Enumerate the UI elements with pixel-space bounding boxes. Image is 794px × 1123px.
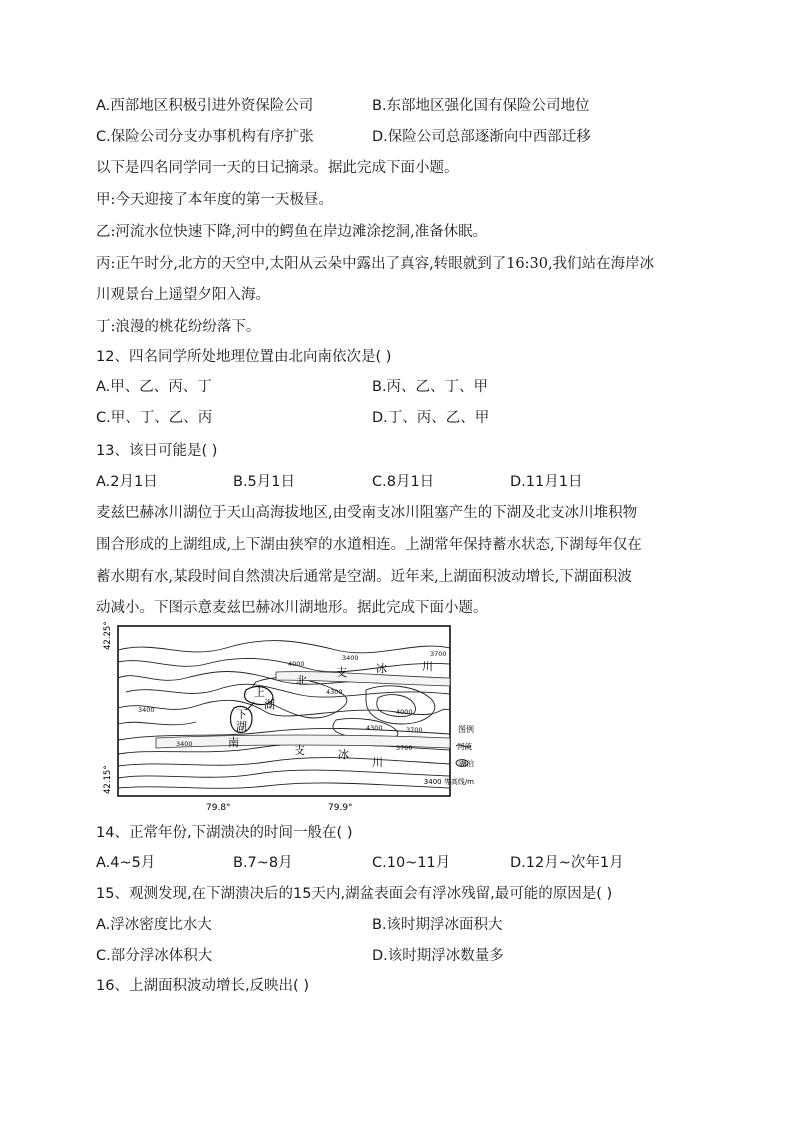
q12-stem: 12、四名同学所处地理位置由北向南依次是( ) [96,349,392,365]
diary-bing-line1: 丙:正午时分,北方的天空中,太阳从云朵中露出了真容,转眼就到了16:30,我们站在海岸冰 [96,256,655,272]
south-glacier-char-2: 支 [294,744,305,757]
north-glacier-char-4: 川 [422,660,433,673]
passage2-line1: 麦兹巴赫冰川湖位于天山高海拔地区,由受南支冰川阻塞产生的下湖及北支冰川堆积物 [96,505,638,521]
legend-title: 图例 [458,725,474,734]
q11-option-a: A.西部地区积极引进外资保险公司 [96,98,314,114]
lon-right-label: 79.9° [328,803,353,813]
q13-option-c: C.8月1日 [372,474,435,490]
diary-yi: 乙:河流水位快速下降,河中的鳄鱼在岸边滩涂挖洞,准备休眠。 [96,224,488,240]
diary-ding: 丁:浪漫的桃花纷纷落下。 [96,319,261,335]
contour-label: 3700 [430,650,447,658]
q12-option-a: A.甲、乙、丙、丁 [96,379,212,395]
q12-option-d: D.丁、丙、乙、甲 [372,410,490,426]
glacier-lake-topo-map [96,620,476,820]
north-glacier-char-2: 支 [336,666,347,679]
q13-option-a: A.2月1日 [96,474,158,490]
q14-option-c: C.10~11月 [372,855,451,871]
lon-left-label: 79.8° [206,803,231,813]
legend-river: 河流 [457,742,472,751]
q15-option-c: C.部分浮冰体积大 [96,948,213,964]
contour-label: 3400 [342,654,359,662]
passage2-line4: 动减小。下图示意麦兹巴赫冰川湖地形。据此完成下面小题。 [96,600,488,616]
q11-option-c: C.保险公司分支办事机构有序扩张 [96,129,314,145]
q15-option-d: D.该时期浮冰数量多 [372,948,504,964]
q13-option-d: D.11月1日 [510,474,583,490]
q16-stem: 16、上湖面积波动增长,反映出( ) [96,978,309,994]
q15-stem: 15、观测发现,在下湖溃决后的15天内,湖盆表面会有浮冰残留,最可能的原因是( ) [96,886,613,902]
contour-label: 4000 [288,660,305,668]
south-glacier-char-1: 南 [228,736,239,749]
q13-option-b: B.5月1日 [233,474,296,490]
diary-bing-line2: 川观景台上遥望夕阳入海。 [96,287,270,303]
north-glacier-char-1: 北 [296,674,307,687]
contour-label: 3700 [396,744,413,752]
diary-jia: 甲:今天迎接了本年度的第一天极昼。 [96,192,333,208]
passage2-line2: 围合形成的上湖组成,上下湖由狭窄的水道相连。上湖常年保持蓄水状态,下湖每年仅在 [96,537,642,553]
north-glacier-char-3: 冰 [376,662,387,675]
q15-option-a: A.浮冰密度比水大 [96,917,212,933]
q14-option-d: D.12月~次年1月 [510,855,624,871]
label-lower-lake: 湖 [236,720,247,733]
q14-option-b: B.7~8月 [233,855,293,871]
q12-option-b: B.丙、乙、丁、甲 [372,379,489,395]
contour-label: 4300 [366,724,383,732]
q11-option-d: D.保险公司总部逐渐向中西部迁移 [372,129,591,145]
legend-contour: 3400 等高线/m [423,778,474,786]
south-glacier-char-4: 川 [372,756,383,769]
contour-label: 4300 [326,688,343,696]
lat-top-label: 42.25° [103,621,113,650]
q12-option-c: C.甲、丁、乙、丙 [96,410,213,426]
contour-label: 3400 [176,740,193,748]
passage2-line3: 蓄水期有水,某段时间自然溃决后通常是空湖。近年来,上湖面积波动增长,下湖面积波 [96,569,632,585]
contour-label: 3700 [406,726,423,734]
q15-option-b: B.该时期浮冰面积大 [372,917,503,933]
label-lower: 下 [236,708,247,721]
q13-stem: 13、该日可能是( ) [96,443,218,459]
q14-option-a: A.4~5月 [96,855,156,871]
q11-option-b: B.东部地区强化国有保险公司地位 [372,98,590,114]
diary-intro: 以下是四名同学同一天的日记摘录。据此完成下面小题。 [96,160,459,176]
contour-label: 3400 [138,706,155,714]
q14-stem: 14、正常年份,下湖溃决的时间一般在( ) [96,825,353,841]
label-upper: 上 [254,686,265,699]
label-upper-lake: 湖 [264,698,275,711]
contour-label: 4000 [396,708,413,716]
legend-lake: 湖泊 [459,759,474,768]
south-glacier-char-3: 冰 [338,748,349,761]
lat-bottom-label: 42.15° [103,765,113,794]
